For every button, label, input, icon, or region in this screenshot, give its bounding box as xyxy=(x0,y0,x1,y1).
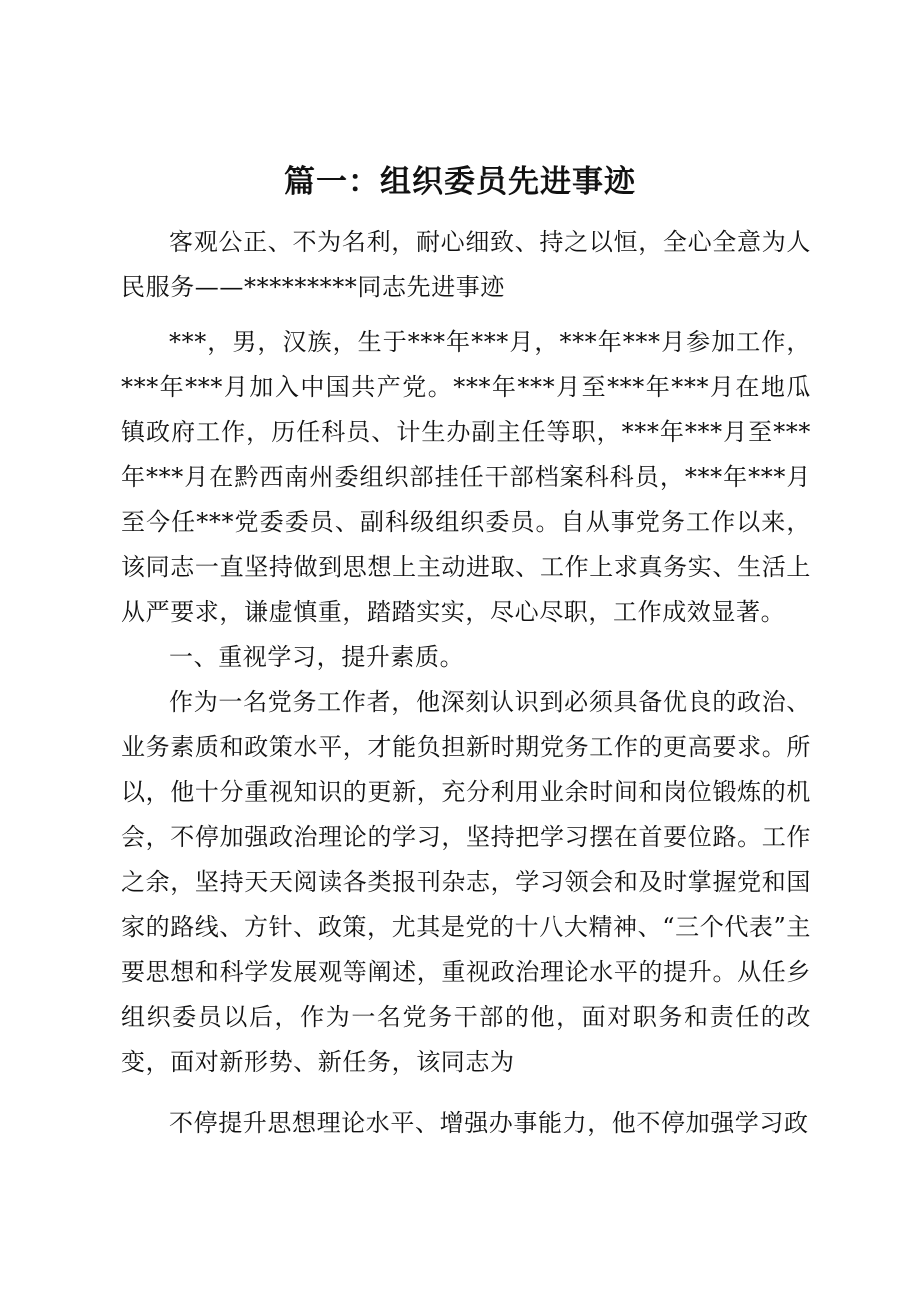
paragraph-study: 作为一名党务工作者，他深刻认识到必须具备优良的政治、业务素质和政策水平，才能负担新时期党务工作的更高要求。所以，他十分重视知识的更新，充分利用业余时间和岗位锻炼的机会，不停加强政治理论的学习，坚持把学习摆在首要位路。工作之余，坚持天天阅读各类报刊杂志，学习领会和及时掌握党和国家的路线、方针、政策，尤其是党的十八大精神、“三个代表”主要思想和科学发展观等阐述，重视政治理论水平的提升。从任乡组织委员以后，作为一名党务干部的他，面对职务和责任的改变，面对新形势、新任务，该同志为 xyxy=(121,688,811,1076)
document-title: 篇一：组织委员先进事迹 xyxy=(284,164,636,200)
paragraph-continued: 不停提升思想理论水平、增强办事能力，他不停加强学习政 xyxy=(169,1109,809,1137)
document-body xyxy=(121,220,811,1146)
paragraph-subtitle: 客观公正、不为名利，耐心细致、持之以恒，全心全意为人民服务——*********同志先进事迹 xyxy=(121,228,811,301)
paragraph-profile: ***，男，汉族，生于***年***月，***年***月参加工作，***年***月加入中国共产党。***年***月至***年***月在地瓜镇政府工作，历任科员、计生办副主任等职，***年***月至***年***月在黔西南州委组织部挂任干部档案科科员，***年***月至今任***党委委员、副科级组织委员。自从事党务工作以来，该同志一直坚持做到思想上主动进取、工作上求真务实、生活上从严要求，谦虚慎重，踏踏实实，尽心尽职，工作成效显著。 xyxy=(121,328,811,626)
section-heading-1: 一、重视学习，提升素质。 xyxy=(169,643,465,671)
